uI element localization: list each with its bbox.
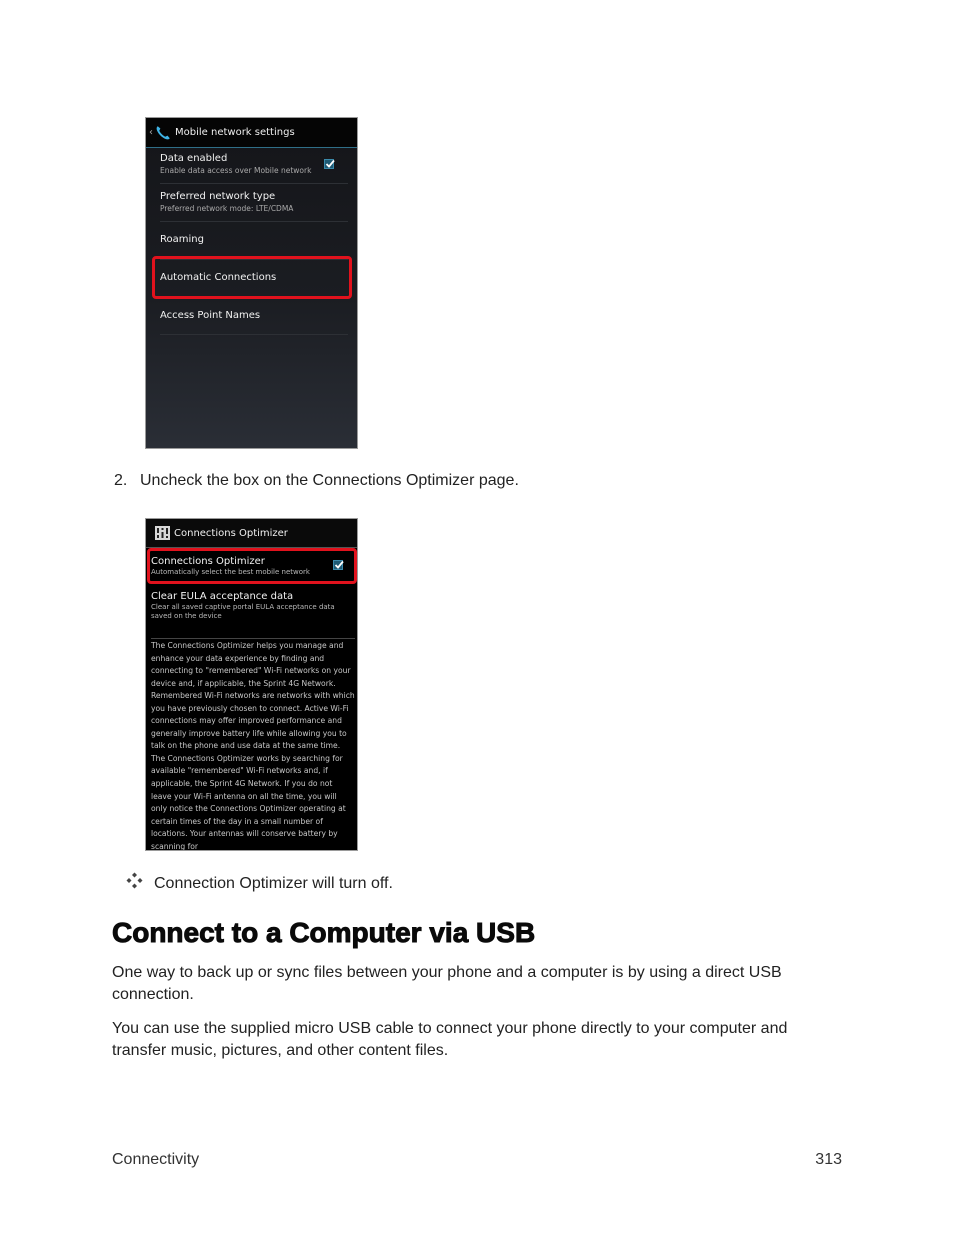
screen-title: Mobile network settings [175, 127, 295, 138]
footer-page-number: 313 [815, 1151, 842, 1168]
setting-subtitle: Automatically select the best mobile network [151, 568, 310, 576]
footer-chapter: Connectivity [112, 1151, 200, 1168]
screen-title: Connections Optimizer [174, 527, 288, 539]
setting-title: Data enabled [160, 153, 228, 164]
data-enabled-checkbox[interactable] [324, 159, 334, 169]
diamond-bullet-icon [126, 872, 143, 889]
step-text: Uncheck the box on the Connections Optimizer page. [140, 472, 519, 489]
setting-subtitle: Preferred network mode: LTE/CDMA [160, 204, 294, 213]
paragraph: You can use the supplied micro USB cable to connect your phone directly to your computer and transfer music, pictures, and other content files. [112, 1020, 788, 1059]
paragraph: One way to back up or sync files between your phone and a computer is by using a direct USB connection. [112, 964, 782, 1003]
connections-optimizer-action-bar [146, 519, 357, 548]
phone-icon [154, 124, 172, 142]
mobile-network-settings-action-bar [146, 118, 357, 148]
setting-title: Automatic Connections [160, 272, 277, 283]
setting-title: Preferred network type [160, 191, 276, 202]
setting-subtitle: Clear all saved captive portal EULA acceptance data saved on the device [151, 603, 335, 620]
setting-title: Roaming [160, 234, 204, 245]
section-heading: Connect to a Computer via USB [112, 917, 536, 948]
highlight-box [147, 548, 357, 584]
setting-data-enabled[interactable] [160, 153, 348, 184]
checkmark-icon [325, 159, 335, 169]
setting-title: Access Point Names [160, 310, 261, 321]
setting-title: Clear EULA acceptance data [151, 591, 294, 602]
setting-preferred-network-type[interactable] [160, 191, 348, 222]
equalizer-icon [155, 526, 170, 540]
setting-title: Connections Optimizer [151, 556, 265, 567]
back-icon: ‹ [149, 127, 153, 138]
highlight-box [152, 256, 352, 299]
setting-clear-eula[interactable] [151, 591, 351, 631]
step-2 [114, 472, 519, 490]
step-number: 2. [114, 472, 128, 489]
setting-subtitle: Enable data access over Mobile network [160, 166, 312, 175]
connections-optimizer-screenshot [145, 518, 358, 851]
result-text: Connection Optimizer will turn off. [154, 875, 393, 892]
setting-access-point-names[interactable] [160, 310, 348, 335]
optimizer-description: The Connections Optimizer helps you manage and enhance your data experience by finding and connecting to "remembered" Wi-Fi networks on your device and, if applicable, the Sprint 4G Network. Remembered Wi-Fi networks are networks with which you have previously chosen to connect. Active Wi-Fi connections may offer improved performance and generally improve battery life while allowing you to talk on the phone and use data at the same time. The Connections Optimizer works by searching for available "remembered" Wi-Fi networks and, if applicable, the Sprint 4G Network. If you do not leave your Wi-Fi antenna on all the time, you will only notice the Connections Optimizer operating at certain times of the day in a small number of locations. Your antennas will conserve battery by scanning for [151, 638, 355, 851]
mobile-network-settings-screenshot [145, 117, 358, 449]
